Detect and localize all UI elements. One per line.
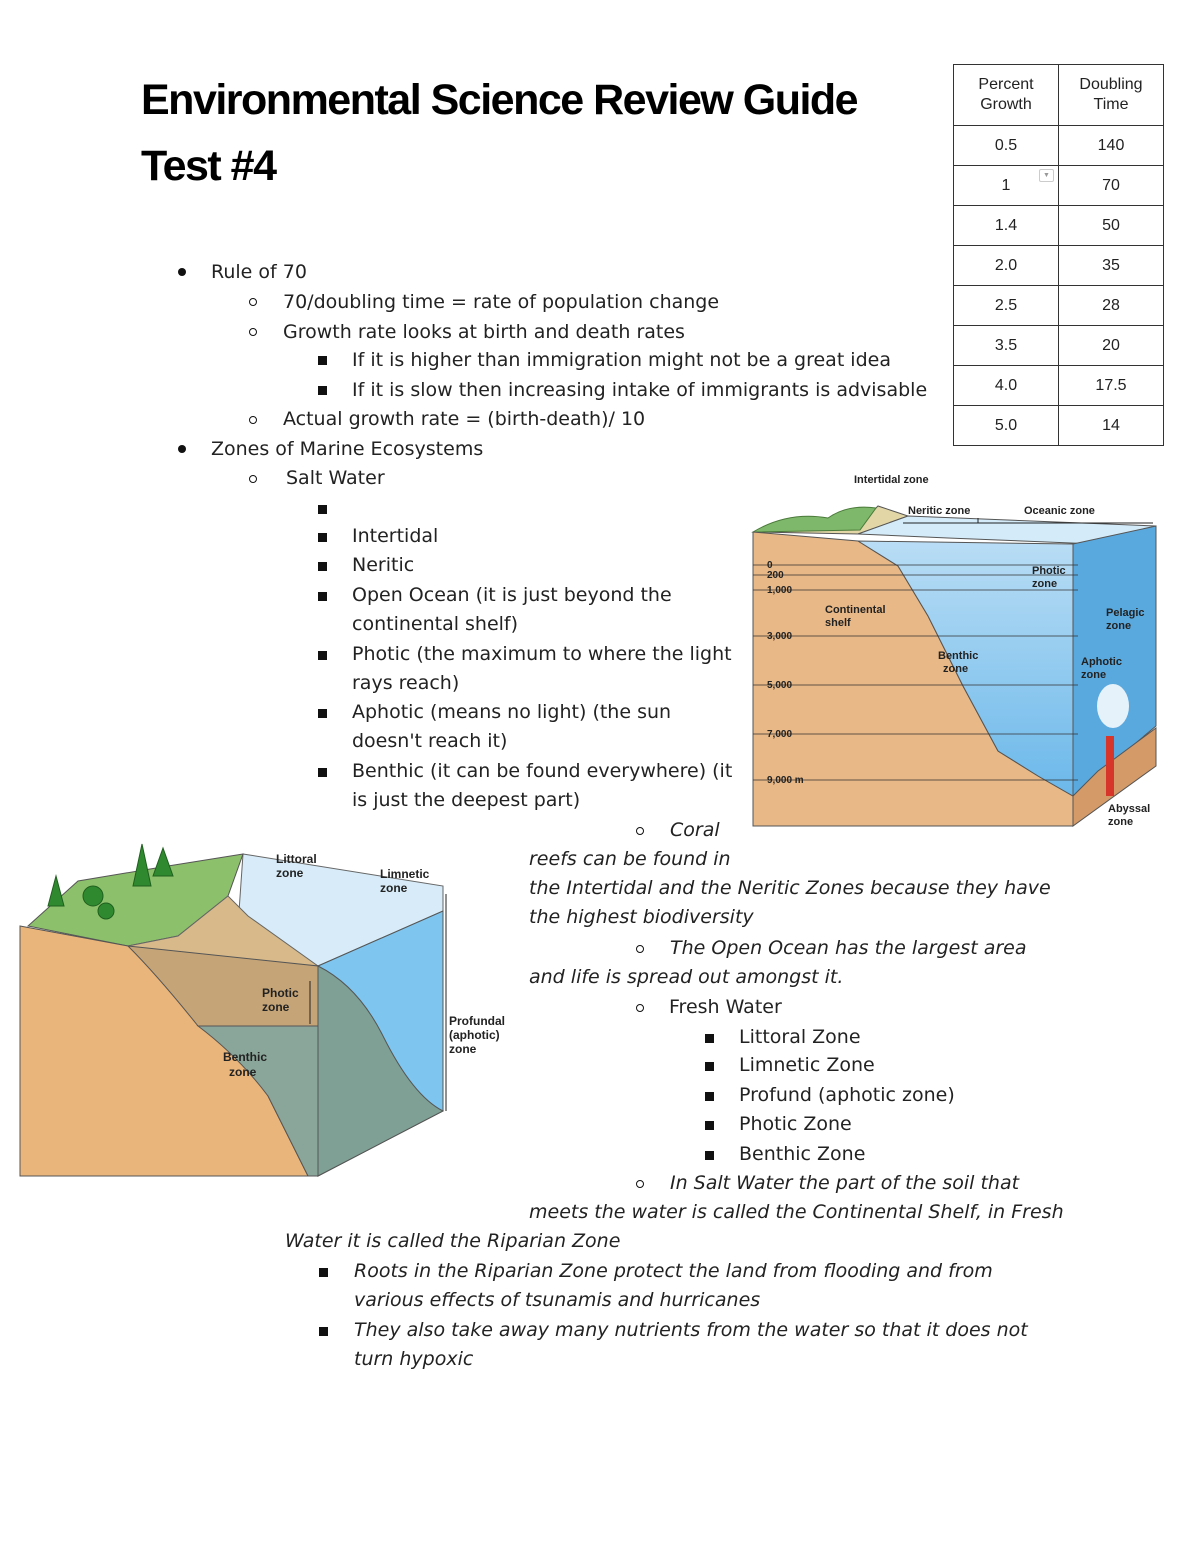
- page-title: [141, 70, 857, 196]
- label-limnetic-l2: zone: [380, 881, 408, 895]
- vent-column: [1106, 736, 1114, 796]
- note-benthic: Benthic (it can be found everywhere) (it is just the deepest part): [352, 760, 733, 811]
- note-rule-sub1: 70/doubling time = rate of population change: [283, 291, 720, 313]
- note-open-ocean-area: The Open Ocean has the largest area and life is spread out amongst it.: [529, 937, 1027, 988]
- table-row: 0.5 140: [954, 126, 1164, 166]
- bullet-square: [318, 709, 327, 718]
- depth-label: 3,000: [767, 631, 793, 642]
- note-rule-sub2: Growth rate looks at birth and death rates: [283, 321, 685, 343]
- dropdown-arrow-icon[interactable]: ▼: [1039, 169, 1054, 182]
- bullet-disc: [178, 268, 186, 276]
- bullet-square: [318, 592, 327, 601]
- depth-label: 0: [767, 560, 773, 571]
- label-photic-zone-l2: zone: [1032, 578, 1058, 590]
- note-rule-sub2-b: If it is slow then increasing intake of immigrants is advisable: [352, 379, 928, 401]
- table-row: 1.4 50: [954, 206, 1164, 246]
- bullet-circle: [249, 475, 257, 483]
- table-row: 2.5 28: [954, 286, 1164, 326]
- label-photic-l1: Photic: [262, 986, 299, 1000]
- bullet-square: [705, 1151, 714, 1160]
- header-percent-growth: Percent Growth: [954, 65, 1059, 126]
- label-profundal-l2: (aphotic): [449, 1028, 500, 1042]
- table-row: 1 ▼ 70: [954, 166, 1164, 206]
- label-profundal-l3: zone: [449, 1042, 477, 1056]
- ocean-zones-diagram: [748, 466, 1168, 832]
- note-rule-sub3: Actual growth rate = (birth-death)/ 10: [283, 408, 646, 430]
- note-aphotic: Aphotic (means no light) (the sun doesn't reach it): [352, 701, 672, 752]
- label-continental-shelf-l1: Continental: [825, 604, 886, 616]
- table-header-row: [954, 65, 1164, 126]
- title-line-2: Test #4: [141, 142, 276, 190]
- label-abyssal-zone-l2: zone: [1108, 816, 1134, 828]
- label-aphotic-zone-l2: zone: [1081, 669, 1107, 681]
- table-row: 3.5 20: [954, 326, 1164, 366]
- table-row: 4.0 17.5: [954, 366, 1164, 406]
- bullet-circle: [636, 1004, 644, 1012]
- note-nutrients: They also take away many nutrients from the water so that it does not turn hypoxic: [354, 1319, 1028, 1370]
- table-row: 2.0 35: [954, 246, 1164, 286]
- note-photic: Photic (the maximum to where the light rays reach): [352, 643, 732, 694]
- note-photic-zone: Photic Zone: [739, 1113, 852, 1135]
- label-benthic-l1: Benthic: [223, 1050, 268, 1064]
- bullet-square: [318, 562, 327, 571]
- note-rule-of-70: Rule of 70: [211, 261, 307, 283]
- bullet-disc: [178, 445, 186, 453]
- note-roots: Roots in the Riparian Zone protect the land from flooding and from various effects of tsunamis and hurricanes: [354, 1260, 993, 1311]
- bullet-circle: [249, 298, 257, 306]
- bullet-square: [705, 1092, 714, 1101]
- header-doubling-time: Doubling Time: [1059, 65, 1164, 126]
- bullet-square: [705, 1121, 714, 1130]
- note-fresh-water: Fresh Water: [669, 996, 782, 1018]
- note-littoral: Littoral Zone: [739, 1026, 861, 1048]
- bullet-square: [318, 505, 327, 514]
- note-coral: Coral reefs can be found in the Intertidal and the Neritic Zones because they have the highest biodiversity: [529, 819, 1051, 928]
- bullet-square: [318, 533, 327, 542]
- label-photic-l2: zone: [262, 1000, 290, 1014]
- label-oceanic-zone: Oceanic zone: [1024, 505, 1095, 517]
- note-shelf: In Salt Water the part of the soil that meets the water is called the Continental Shelf, in Fresh: [529, 1172, 1064, 1223]
- note-shelf-3: Water it is called the Riparian Zone: [285, 1230, 621, 1252]
- bullet-square: [318, 356, 327, 365]
- label-littoral-l2: zone: [276, 866, 304, 880]
- label-neritic-zone: Neritic zone: [908, 505, 971, 517]
- bullet-square: [318, 651, 327, 660]
- depth-label: 5,000: [767, 680, 793, 691]
- table-row: 5.0 14: [954, 406, 1164, 446]
- label-benthic-zone-l1: Benthic: [938, 650, 979, 662]
- label-intertidal-zone: Intertidal zone: [854, 474, 929, 486]
- depth-label: 1,000: [767, 585, 793, 596]
- bullet-square: [318, 768, 327, 777]
- bullet-square: [319, 1268, 328, 1277]
- label-abyssal-zone-l1: Abyssal: [1108, 803, 1151, 815]
- vent-plume: [1097, 684, 1129, 728]
- note-profund: Profund (aphotic zone): [739, 1084, 955, 1106]
- note-open-ocean: Open Ocean (it is just beyond the continental shelf): [352, 584, 672, 635]
- label-profundal-l1: Profundal: [449, 1014, 505, 1028]
- lake-zones-diagram: [18, 836, 518, 1186]
- depth-label: 200: [767, 570, 784, 581]
- label-pelagic-zone-l1: Pelagic: [1106, 607, 1145, 619]
- label-continental-shelf-l2: shelf: [825, 617, 851, 629]
- note-zones: Zones of Marine Ecosystems: [211, 438, 484, 460]
- bullet-square: [705, 1062, 714, 1071]
- label-limnetic-l1: Limnetic: [380, 867, 430, 881]
- label-littoral-l1: Littoral: [276, 852, 317, 866]
- note-intertidal: Intertidal: [352, 525, 439, 547]
- note-benthic-zone: Benthic Zone: [739, 1143, 866, 1165]
- bullet-circle: [249, 328, 257, 336]
- doubling-time-table: [953, 64, 1164, 446]
- note-neritic: Neritic: [352, 554, 415, 576]
- bullet-square: [319, 1327, 328, 1336]
- bullet-square: [705, 1034, 714, 1043]
- grass-shape: [753, 507, 876, 532]
- note-rule-sub2-a: If it is higher than immigration might not be a great idea: [352, 349, 891, 371]
- label-benthic-zone-l2: zone: [943, 663, 969, 675]
- note-limnetic: Limnetic Zone: [739, 1054, 875, 1076]
- label-pelagic-zone-l2: zone: [1106, 620, 1132, 632]
- label-photic-zone-l1: Photic: [1032, 565, 1066, 577]
- title-line-1: Environmental Science Review Guide: [141, 76, 858, 124]
- label-benthic-l2: zone: [229, 1065, 257, 1079]
- depth-label: 7,000: [767, 729, 793, 740]
- depth-label: 9,000 m: [767, 775, 804, 786]
- label-aphotic-zone-l1: Aphotic: [1081, 656, 1122, 668]
- bullet-circle: [249, 416, 257, 424]
- bullet-square: [318, 386, 327, 395]
- note-salt-water: Salt Water: [286, 467, 385, 489]
